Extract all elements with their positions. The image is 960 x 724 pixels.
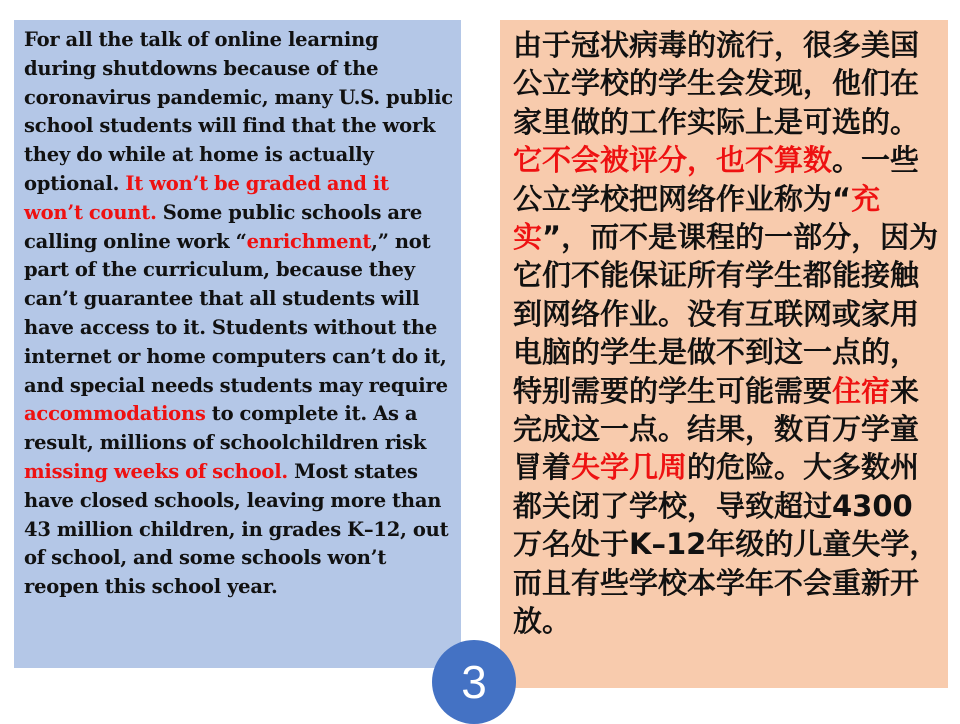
english-highlight: enrichment [246, 229, 372, 253]
chinese-text-panel [500, 20, 948, 688]
chinese-highlight: 住宿 [832, 373, 891, 408]
chinese-text-segment: 由于冠状病毒的流行，很多美国公立学校的学生会发现，他们在家里做的工作实际上是可选的。 [513, 28, 920, 139]
english-paragraph [24, 26, 453, 602]
english-text-segment: Some public schools are calling online work “ [24, 200, 423, 253]
chinese-highlight: 充实 [513, 181, 881, 255]
chinese-highlight: 失学几周 [571, 450, 688, 485]
chinese-text-segment: 。一些公立学校把网络作业称为“ [513, 143, 920, 216]
english-text-segment: Most states have closed schools, leaving more than 43 million children, in grades K–12, out of school, and some schools won’t reopen this school year. [24, 459, 449, 599]
page-number-badge [432, 640, 516, 724]
chinese-text-segment: ”，而不是课程的一部分，因为它们不能保证所有学生都能接触到网络作业。没有互联网或家用电脑的学生是做不到这一点的，特别需要的学生可能需要 [513, 220, 939, 408]
english-text-segment: ,” not part of the curriculum, because they can’t guarantee that all students will have access to it. Students without the internet or home computers can’t do it, and special needs students may require [24, 229, 448, 397]
english-highlight: missing weeks of school. [24, 459, 289, 483]
chinese-highlight: 它不会被评分，也不算数 [513, 143, 833, 178]
english-highlight: accommodations [24, 402, 206, 426]
english-text-segment: to complete it. As a result, millions of schoolchildren risk [24, 402, 427, 455]
english-text-panel [14, 20, 461, 668]
chinese-paragraph [513, 26, 940, 641]
english-text-segment: For all the talk of online learning during shutdowns because of the coronavirus pandemic, many U.S. public school students will find that the work they do while at home is actually optional. [24, 28, 453, 195]
chinese-text-segment: 来完成这一点。结果，数百万学童冒着 [513, 373, 920, 485]
page-number: 3 [461, 656, 487, 708]
english-highlight: It won’t be graded and it won’t count. [24, 171, 389, 224]
chinese-text-segment: 的危险。大多数州都关闭了学校，导致超过4300万名处于K–12年级的儿童失学，而且有些学校本学年不会重新开放。 [513, 450, 939, 639]
